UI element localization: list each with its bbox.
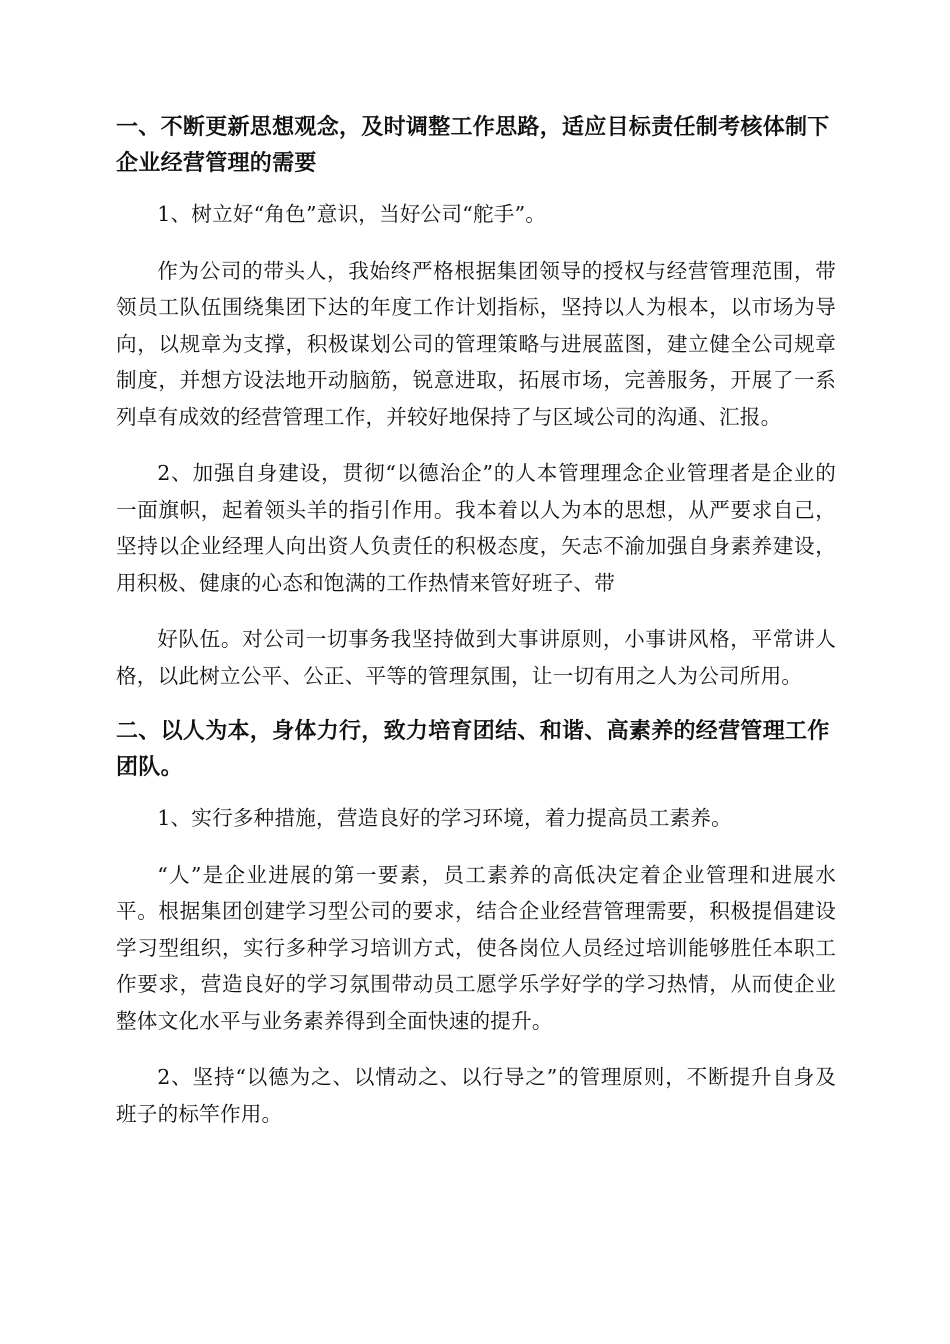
subsection-paragraph-2-2: 2、坚持“以德为之、以情动之、以行导之”的管理原则，不断提升自身及班子的标竿作用。 [116, 1065, 836, 1126]
section-heading-1: 一、不断更新思想观念，及时调整工作思路，适应目标责任制考核体制下企业经营管理的需要 [116, 115, 830, 176]
paragraph-2-1: “人”是企业进展的第一要素，员工素养的高低决定着企业管理和进展水平。根据集团创建学习型公司的要求，结合企业经营管理需要，积极提倡建设学习型组织，实行多种学习培训方式，使各岗位人员经过培训能够胜任本职工作要求，营造良好的学习氛围带动员工愿学乐学好学的学习热情，从而使企业整体文化水平与业务素养得到全面快速的提升。 [116, 862, 836, 1033]
paragraph-1-2: 好队伍。对公司一切事务我坚持做到大事讲原则，小事讲风格，平常讲人格，以此树立公平、公正、平等的管理氛围，让一切有用之人为公司所用。 [116, 627, 836, 688]
subsection-title-1-1: 1、树立好“角色”意识，当好公司“舵手”。 [157, 202, 547, 226]
document-body [116, 110, 836, 1132]
paragraph-1-1: 作为公司的带头人，我始终严格根据集团领导的授权与经营管理范围，带领员工队伍围绕集团下达的年度工作计划指标，坚持以人为根本，以市场为导向，以规章为支撑，积极谋划公司的管理策略与进展蓝图，建立健全公司规章制度，并想方设法地开动脑筋，锐意进取，拓展市场，完善服务，开展了一系列卓有成效的经营管理工作，并较好地保持了与区域公司的沟通、汇报。 [116, 258, 836, 429]
section-heading-2: 二、以人为本，身体力行，致力培育团结、和谐、高素养的经营管理工作团队。 [116, 719, 830, 780]
subsection-paragraph-1-2: 2、加强自身建设，贯彻“以德治企”的人本管理理念企业管理者是企业的一面旗帜，起着领头羊的指引作用。我本着以人为本的思想，从严要求自己，坚持以企业经理人向出资人负责任的积极态度，矢志不渝加强自身素养建设，用积极、健康的心态和饱满的工作热情来管好班子、带 [116, 461, 836, 595]
subsection-title-2-1: 1、实行多种措施，营造良好的学习环境，着力提高员工素养。 [157, 806, 732, 830]
